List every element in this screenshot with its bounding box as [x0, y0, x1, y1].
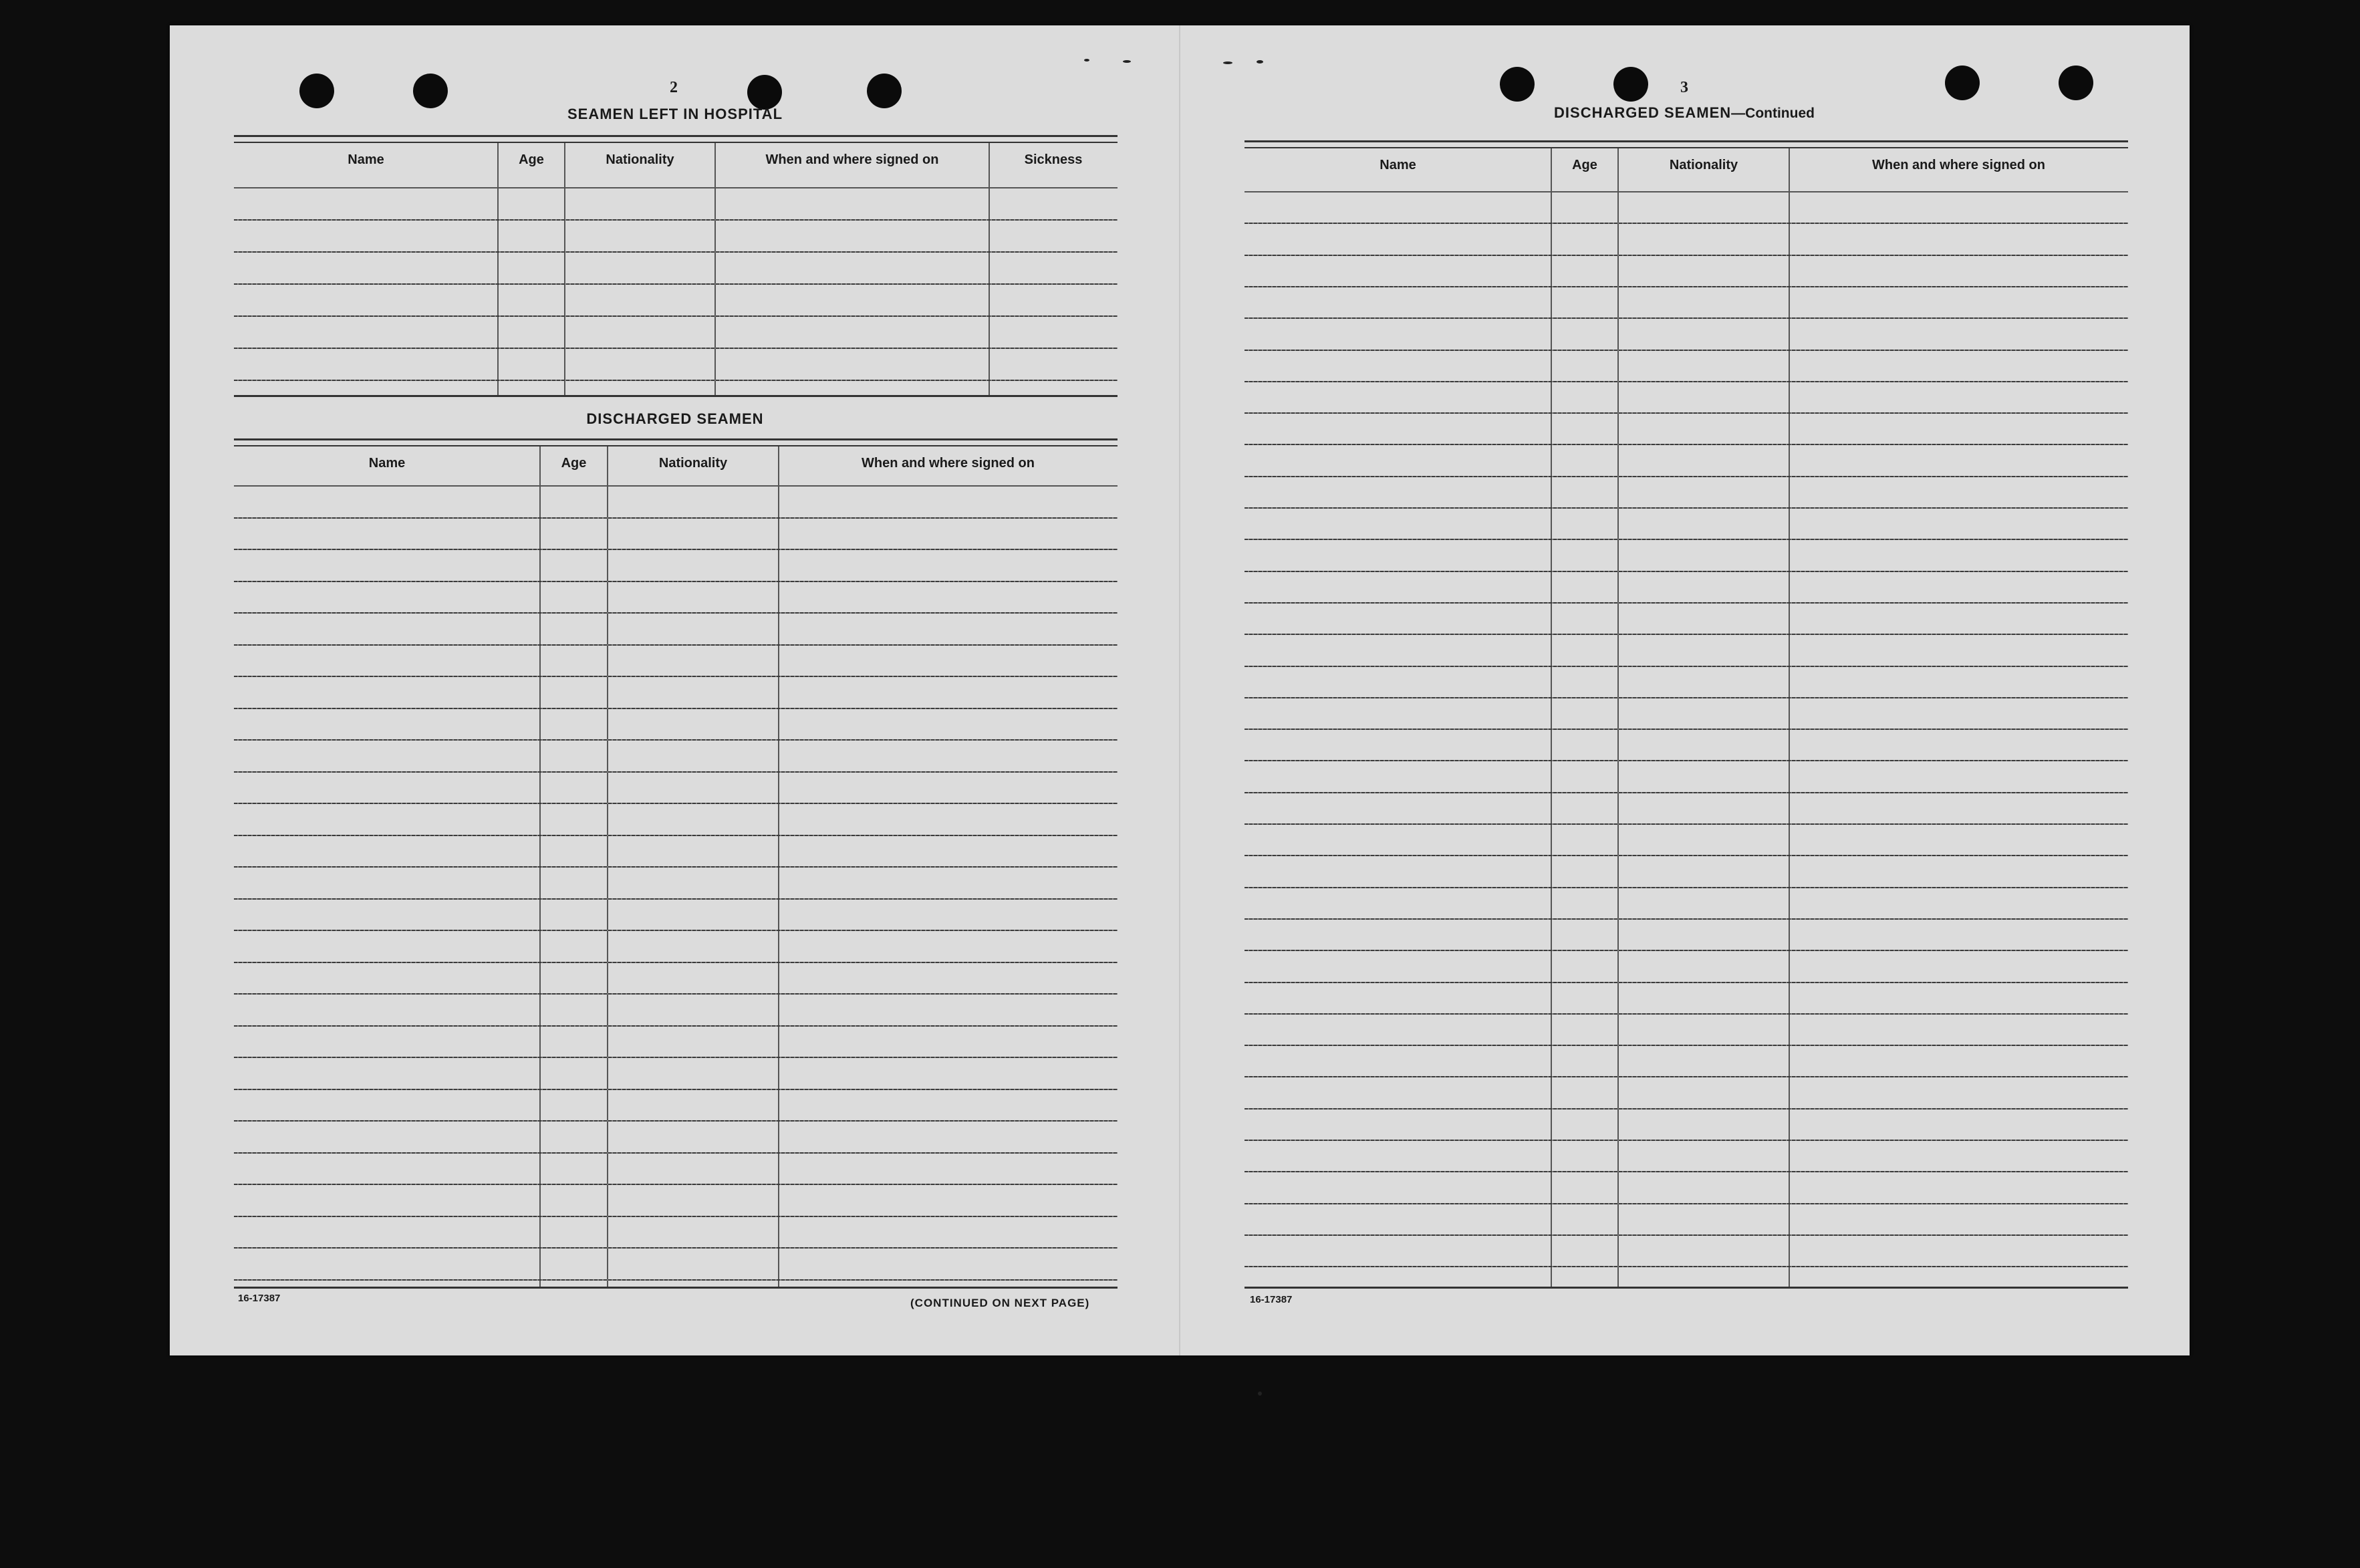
table-row	[1244, 1013, 2128, 1015]
table-row	[234, 962, 1118, 963]
table-row	[234, 283, 1118, 285]
table-row	[1244, 792, 2128, 793]
scan-speck	[1084, 59, 1089, 61]
discharged-continued-table	[1244, 140, 2128, 1289]
column-header-signed-on: When and where signed on	[1789, 148, 2128, 192]
column-header-age: Age	[540, 446, 608, 487]
continued-section-title	[1511, 104, 1858, 122]
table-row	[234, 1057, 1118, 1058]
punch-hole	[867, 74, 902, 108]
table-row	[1244, 729, 2128, 730]
table-row	[234, 771, 1118, 773]
table-row	[1244, 507, 2128, 509]
table-row	[234, 1184, 1118, 1185]
punch-hole	[299, 74, 334, 108]
table-row	[234, 251, 1118, 253]
table-row	[234, 1216, 1118, 1217]
table-row	[1244, 571, 2128, 572]
table-row	[234, 930, 1118, 931]
table-row	[1244, 412, 2128, 414]
table-row	[234, 1120, 1118, 1122]
punch-hole	[413, 74, 448, 108]
table-row	[1244, 444, 2128, 445]
table-row	[1244, 697, 2128, 698]
table-row	[234, 866, 1118, 868]
table-row	[1244, 1203, 2128, 1204]
table-row	[234, 739, 1118, 741]
table-row	[1244, 476, 2128, 477]
table-row	[234, 644, 1118, 646]
table-row	[1244, 381, 2128, 382]
table-bottom-rule	[234, 1287, 1118, 1289]
discharged-section-title: DISCHARGED SEAMEN	[586, 410, 764, 427]
column-header-name: Name	[234, 143, 498, 188]
column-header-name: Name	[1244, 148, 1551, 192]
table-row	[1244, 823, 2128, 825]
column-header-nationality: Nationality	[1618, 148, 1789, 192]
punch-hole	[1613, 67, 1648, 102]
punch-hole	[2059, 66, 2093, 100]
table-row	[234, 1152, 1118, 1154]
column-header-nationality: Nationality	[608, 446, 779, 487]
hospital-rows	[234, 135, 1118, 397]
table-row	[234, 898, 1118, 900]
table-bottom-rule	[1244, 1287, 2128, 1289]
table-row	[1244, 1108, 2128, 1109]
punch-hole	[747, 75, 782, 110]
continued-note: (CONTINUED ON NEXT PAGE)	[910, 1297, 1090, 1309]
table-row	[234, 1279, 1118, 1281]
table-row	[1244, 223, 2128, 224]
punch-hole	[1945, 66, 1980, 100]
table-row	[1244, 350, 2128, 351]
table-row	[1244, 317, 2128, 319]
hospital-table	[234, 135, 1118, 397]
table-row	[1244, 887, 2128, 888]
table-row	[1244, 1045, 2128, 1046]
table-row	[234, 835, 1118, 836]
continued-title-sub: —Continued	[1731, 106, 1815, 121]
table-row	[1244, 950, 2128, 951]
table-row	[234, 993, 1118, 995]
table-row	[234, 1025, 1118, 1027]
table-row	[234, 1089, 1118, 1090]
form-number-left: 16-17387	[238, 1293, 281, 1304]
punch-hole	[1500, 67, 1535, 102]
form-number-right: 16-17387	[1250, 1294, 1293, 1305]
table-row	[234, 549, 1118, 550]
table-bottom-rule	[234, 395, 1118, 397]
scan-speck	[1257, 60, 1263, 63]
table-row	[1244, 1234, 2128, 1236]
table-row	[234, 676, 1118, 677]
table-row	[1244, 255, 2128, 256]
table-row	[1244, 602, 2128, 604]
continued-title-main: DISCHARGED SEAMEN	[1554, 104, 1732, 121]
scan-speck	[1123, 60, 1131, 63]
page-number-left: 2	[670, 79, 678, 96]
discharged-table	[234, 438, 1118, 1289]
table-row	[234, 803, 1118, 804]
table-row	[234, 1247, 1118, 1249]
scan-speck	[1258, 1392, 1262, 1396]
table-row	[1244, 539, 2128, 540]
column-header-age: Age	[1551, 148, 1618, 192]
table-row	[1244, 286, 2128, 287]
page-fold	[1179, 25, 1180, 1355]
table-row	[1244, 666, 2128, 667]
table-row	[1244, 982, 2128, 983]
table-row	[1244, 1076, 2128, 1077]
table-row	[234, 219, 1118, 221]
table-row	[234, 348, 1118, 349]
column-header-age: Age	[498, 143, 565, 188]
table-row	[234, 517, 1118, 519]
table-row	[1244, 918, 2128, 920]
table-row	[1244, 634, 2128, 635]
page-number-right: 3	[1680, 79, 1688, 96]
table-row	[1244, 855, 2128, 856]
column-header-name: Name	[234, 446, 540, 487]
table-row	[234, 581, 1118, 582]
table-row	[234, 380, 1118, 381]
column-header-signed-on: When and where signed on	[715, 143, 989, 188]
column-header-nationality: Nationality	[565, 143, 715, 188]
scan-speck	[1223, 61, 1232, 64]
discharged-continued-rows	[1244, 140, 2128, 1289]
table-row	[1244, 760, 2128, 761]
table-row	[234, 315, 1118, 317]
table-row	[234, 708, 1118, 709]
table-row	[1244, 1140, 2128, 1141]
table-row	[1244, 1266, 2128, 1267]
hospital-section-title: SEAMEN LEFT IN HOSPITAL	[567, 106, 783, 122]
discharged-rows	[234, 438, 1118, 1289]
table-row	[234, 612, 1118, 614]
column-header-sickness: Sickness	[989, 143, 1118, 188]
table-row	[1244, 1171, 2128, 1172]
column-header-signed-on: When and where signed on	[779, 446, 1118, 487]
